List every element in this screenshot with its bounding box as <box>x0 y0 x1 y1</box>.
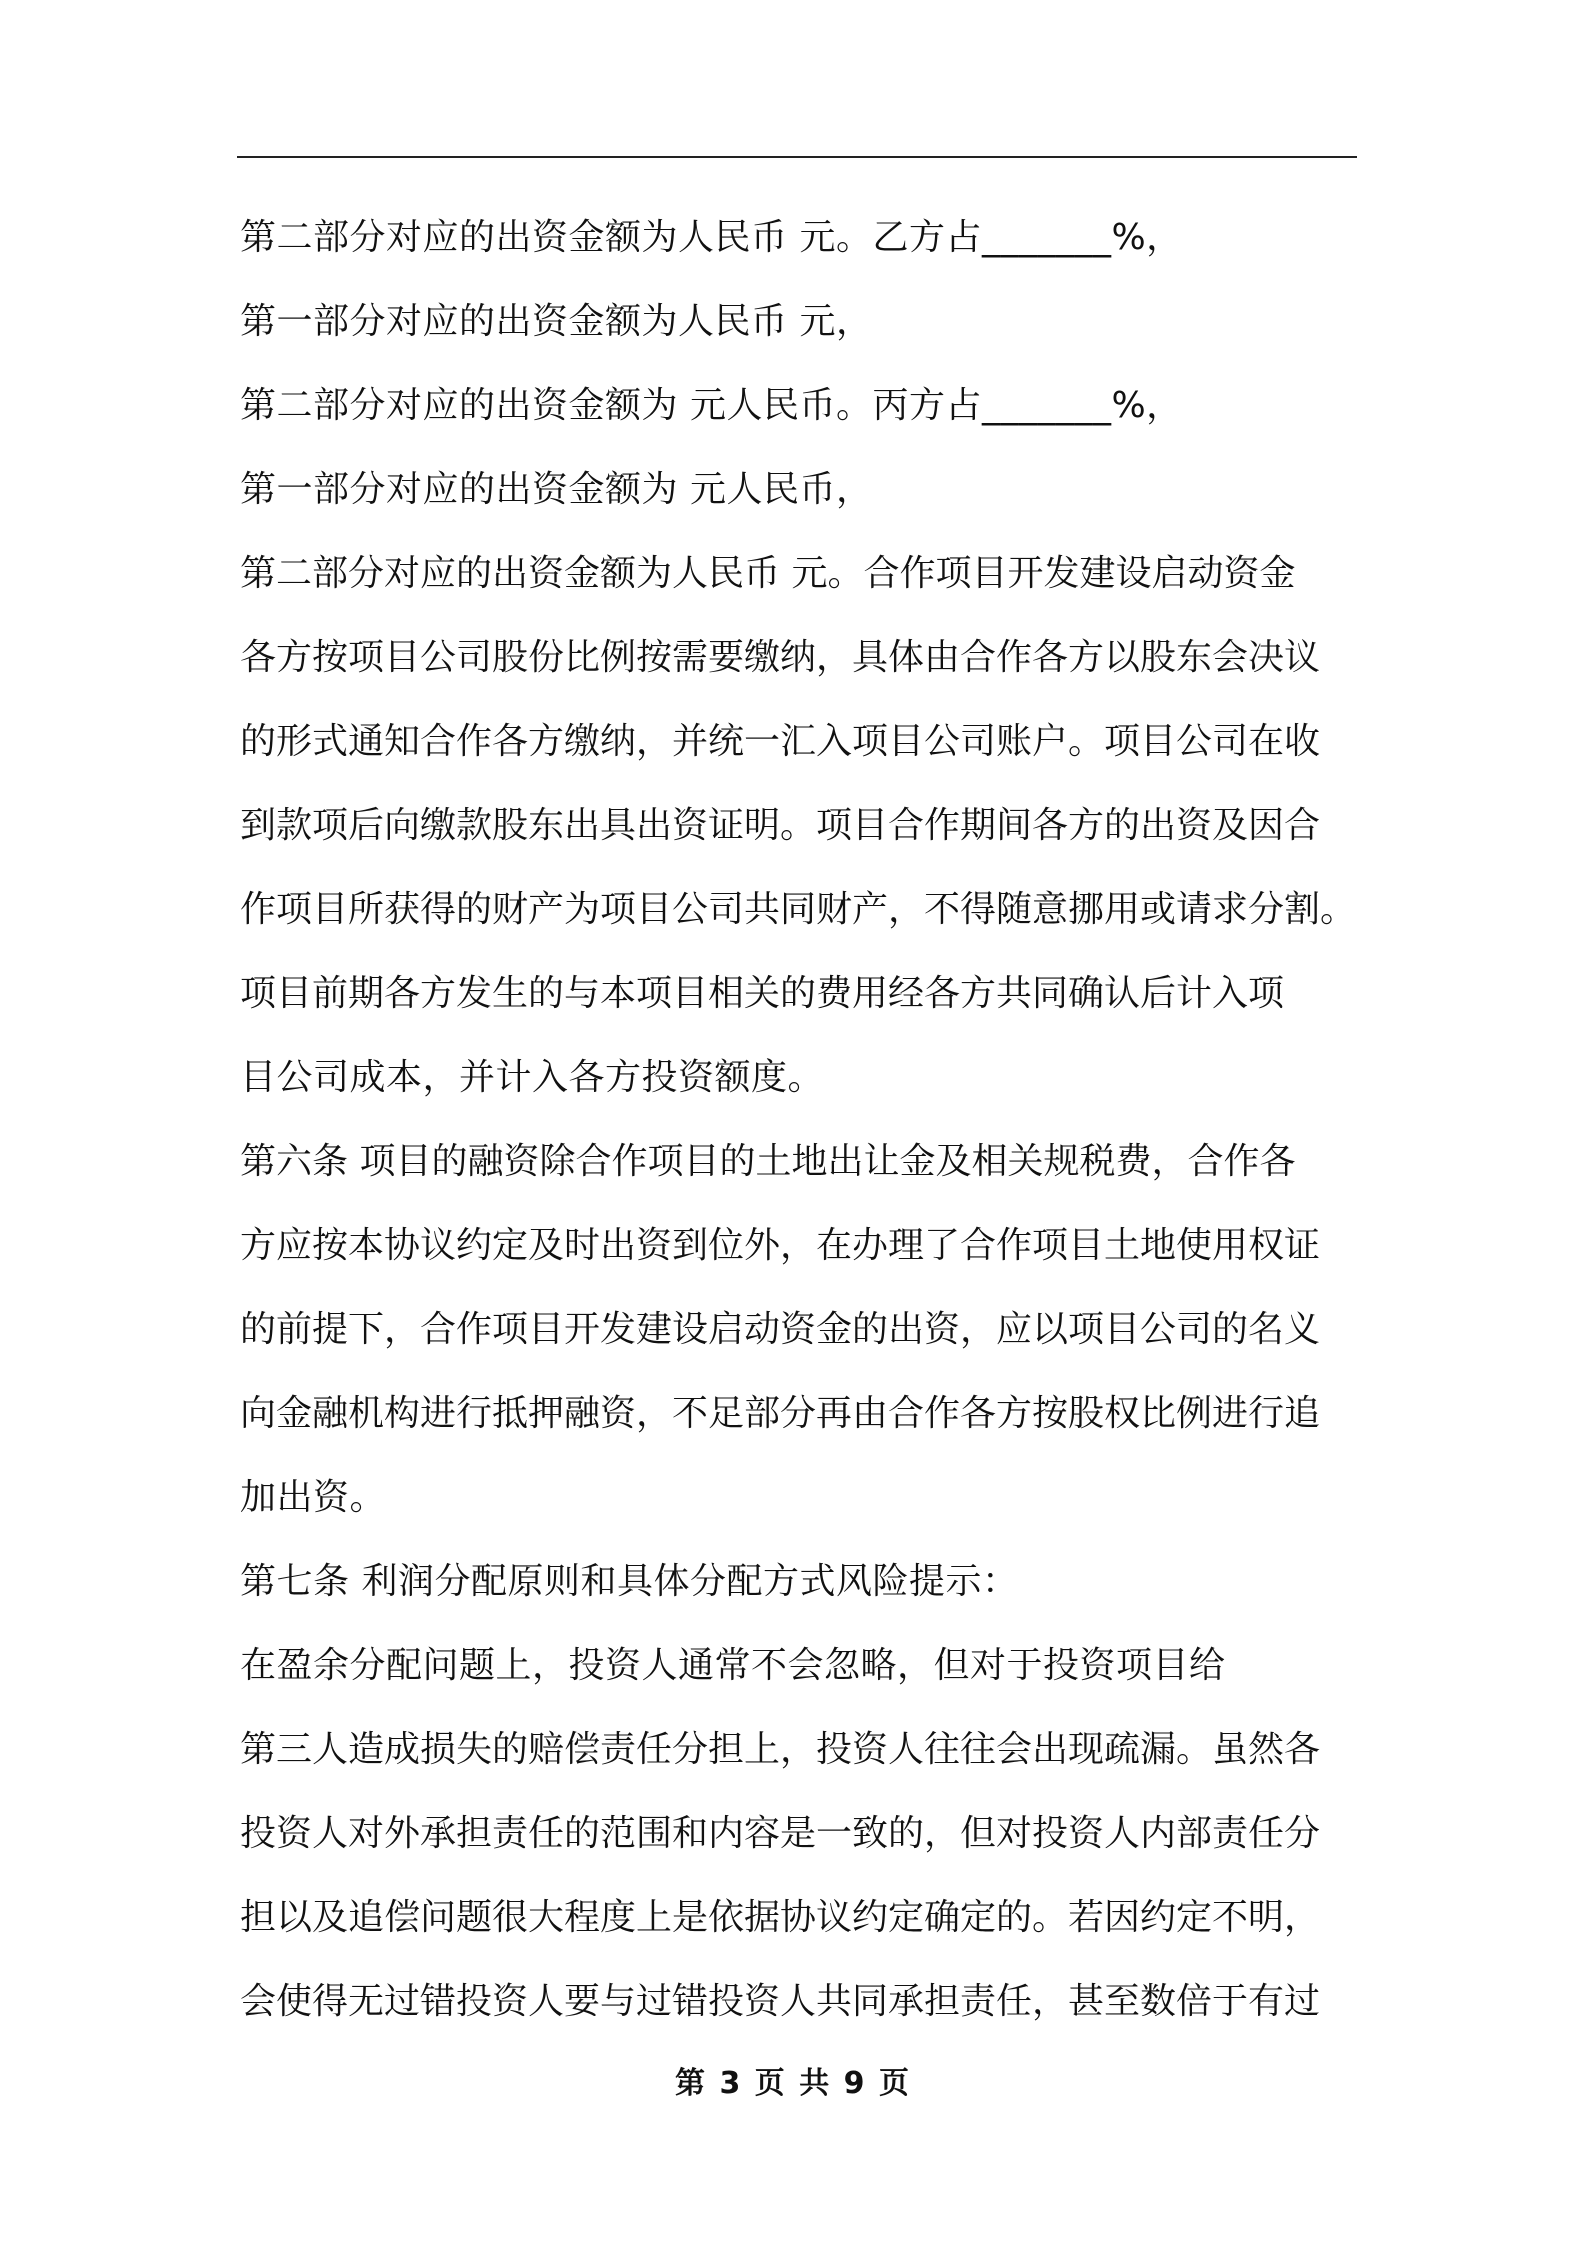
text-line: 作项目所获得的财产为项目公司共同财产，不得随意挪用或请求分割。 <box>240 889 1357 930</box>
text-line: 的形式通知合作各方缴纳，并统一汇入项目公司账户。项目公司在收 <box>240 721 1321 762</box>
text-line: 目公司成本，并计入各方投资额度。 <box>240 1057 825 1098</box>
header-rule <box>237 156 1357 158</box>
text-line: 在盈余分配问题上，投资人通常不会忽略，但对于投资项目给 <box>240 1645 1226 1686</box>
text-line: 的前提下，合作项目开发建设启动资金的出资，应以项目公司的名义 <box>240 1309 1321 1350</box>
page-number-footer: 第 3 页 共 9 页 <box>675 2066 911 2101</box>
text-line: 第一部分对应的出资金额为 元人民币， <box>240 469 873 510</box>
text-line: 第二部分对应的出资金额为 元人民币。丙方占_______%， <box>240 385 1183 426</box>
text-line: 担以及追偿问题很大程度上是依据协议约定确定的。若因约定不明， <box>240 1897 1321 1938</box>
text-line: 加出资。 <box>240 1477 387 1518</box>
document-body <box>240 196 1370 2044</box>
text-line: 方应按本协议约定及时出资到位外，在办理了合作项目土地使用权证 <box>240 1225 1321 1266</box>
text-line: 各方按项目公司股份比例按需要缴纳，具体由合作各方以股东会决议 <box>240 637 1321 678</box>
text-line: 第二部分对应的出资金额为人民币 元。合作项目开发建设启动资金 <box>240 553 1296 594</box>
text-line: 项目前期各方发生的与本项目相关的费用经各方共同确认后计入项 <box>240 973 1285 1014</box>
text-line: 第六条 项目的融资除合作项目的土地出让金及相关规税费，合作各 <box>240 1141 1296 1182</box>
text-line: 第一部分对应的出资金额为人民币 元， <box>240 301 873 342</box>
text-line: 会使得无过错投资人要与过错投资人共同承担责任，甚至数倍于有过 <box>240 1981 1321 2022</box>
text-line: 第七条 利润分配原则和具体分配方式风险提示： <box>240 1561 1019 1602</box>
text-line: 第三人造成损失的赔偿责任分担上，投资人往往会出现疏漏。虽然各 <box>240 1729 1321 1770</box>
text-line: 向金融机构进行抵押融资，不足部分再由合作各方按股权比例进行追 <box>240 1393 1321 1434</box>
text-line: 第二部分对应的出资金额为人民币 元。乙方占_______%， <box>240 217 1183 258</box>
text-line: 投资人对外承担责任的范围和内容是一致的，但对投资人内部责任分 <box>240 1813 1321 1854</box>
text-line: 到款项后向缴款股东出具出资证明。项目合作期间各方的出资及因合 <box>240 805 1321 846</box>
